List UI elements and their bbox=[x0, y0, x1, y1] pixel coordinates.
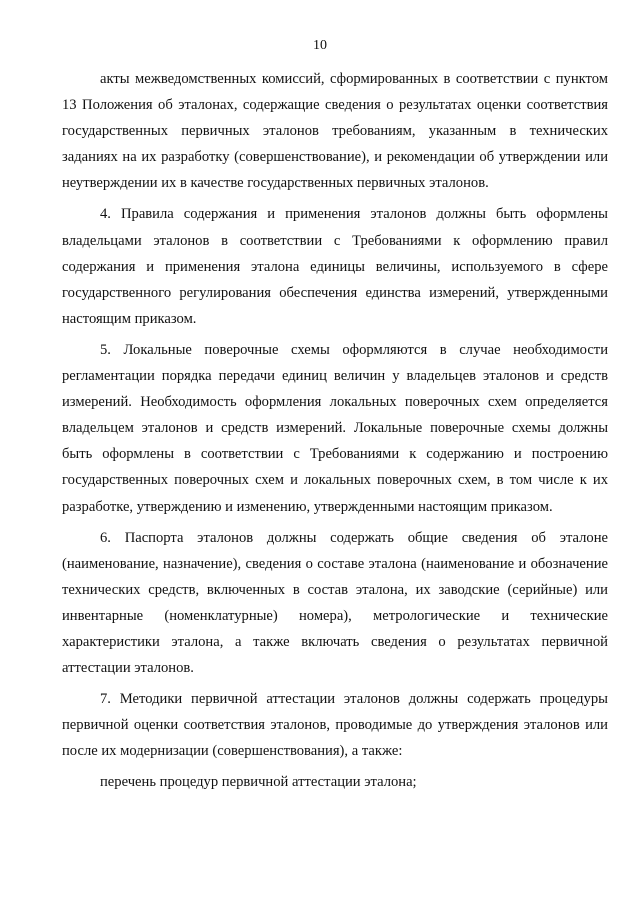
paragraph-item-7: 7. Методики первичной аттестации эталонов должны содержать процедуры первичной оценки соответствия эталонов, проводимые до утверждения эталонов или после их модернизации (совершенствования), а также: bbox=[62, 691, 608, 760]
paragraph-item-4: 4. Правила содержания и применения эталонов должны быть оформлены владельцами эталонов в соответствии с Требованиями к оформлению правил содержания и применения эталона единицы величины, используемого в сфере государственного регулирования обеспечения единства измерений, утвержденными настоящим приказом. bbox=[62, 206, 608, 327]
page-number: 10 bbox=[313, 38, 327, 53]
paragraph-interdepartmental-acts: акты межведомственных комиссий, сформированных в соответствии с пунктом 13 Положения об эталонах, содержащие сведения о результатах оценки соответствия государственных первичных эталонов требованиям, указанным в технических заданиях на их разработку (совершенствование), и рекомендации об утверждении или неутверждении их в качестве государственных первичных эталонов. bbox=[62, 71, 608, 192]
paragraph-procedure-list: перечень процедур первичной аттестации эталона; bbox=[100, 774, 417, 791]
document-body bbox=[62, 66, 608, 801]
paragraph-item-5: 5. Локальные поверочные схемы оформляются в случае необходимости регламентации порядка передачи единиц величин у владельцев эталонов и средств измерений. Необходимость оформления локальных поверочных схем определяется владельцем эталонов и средств измерений. Локальные поверочные схемы должны быть оформлены в соответствии с Требованиями к содержанию и построению государственных поверочных схем и локальных поверочных схем, в том числе к их разработке, утверждению и изменению, утвержденными настоящим приказом. bbox=[62, 341, 608, 515]
paragraph-item-6: 6. Паспорта эталонов должны содержать общие сведения об эталоне (наименование, назначение), сведения о составе эталона (наименование и обозначение технических средств, включенных в состав эталона, их заводские (серийные) или инвентарные (номенклатурные) номера), метрологические и технические характеристики эталона, а также включать сведения о результатах первичной аттестации эталонов. bbox=[62, 529, 608, 677]
